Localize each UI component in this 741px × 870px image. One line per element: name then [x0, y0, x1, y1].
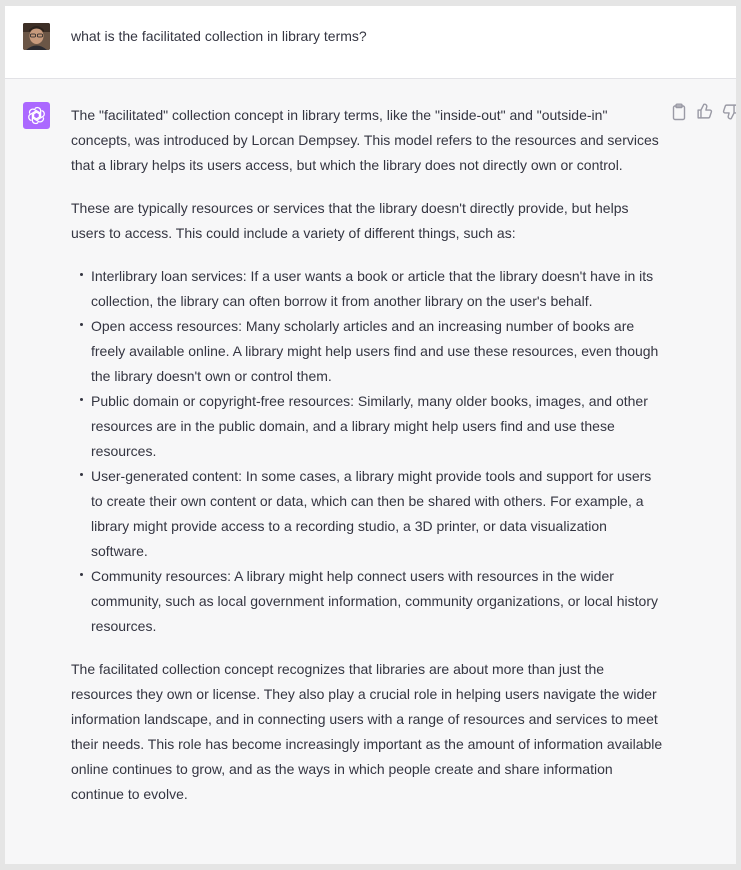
user-message-text: what is the facilitated collection in library terms?: [71, 28, 367, 44]
list-item: Open access resources: Many scholarly articles and an increasing number of books are freely available online. A library might help users find and use these resources, even though the library doesn't own or control them.: [91, 314, 663, 389]
response-paragraph-1: The "facilitated" collection concept in library terms, like the "inside-out" and "outside-in" concepts, was introduced by Lorcan Dempsey. This model refers to the resources and services that a library helps its users access, but which the library does not directly own or control.: [71, 107, 659, 173]
list-item: Public domain or copyright-free resources: Similarly, many older books, images, and other resources are in the public domain, and a library might help users find and use these resources.: [91, 389, 663, 464]
response-paragraph-2: These are typically resources or services that the library doesn't directly provide, but helps users to access. This could include a variety of different things, such as:: [71, 200, 629, 241]
response-closing-paragraph: The facilitated collection concept recognizes that libraries are about more than just the resources they own or license. They also play a crucial role in helping users navigate the wider information landscape, and in connecting users with a range of resources and services to meet their needs. This role has become increasingly important as the amount of information available online continues to grow, and as the ways in which people create and share information continue to evolve.: [71, 661, 663, 802]
assistant-message-content: [71, 103, 663, 825]
clipboard-icon[interactable]: [671, 103, 689, 121]
chat-window: [5, 6, 736, 864]
message-actions: [667, 103, 736, 123]
list-item: Interlibrary loan services: If a user wants a book or article that the library doesn't have in its collection, the library can often borrow it from another library on the user's behalf.: [91, 264, 663, 314]
user-avatar: [23, 23, 50, 50]
user-message-row: [5, 6, 736, 79]
response-list: [71, 264, 663, 639]
list-item: User-generated content: In some cases, a library might provide tools and support for users to create their own content or data, which can then be shared with others. For example, a library might provide access to a recording studio, a 3D printer, or data visualization software.: [91, 464, 663, 564]
list-item: Community resources: A library might help connect users with resources in the wider community, such as local government information, community organizations, or local history resources.: [91, 564, 663, 639]
thumbs-down-icon[interactable]: [722, 103, 736, 121]
thumbs-up-icon[interactable]: [696, 103, 714, 121]
openai-logo-icon: [23, 102, 50, 129]
